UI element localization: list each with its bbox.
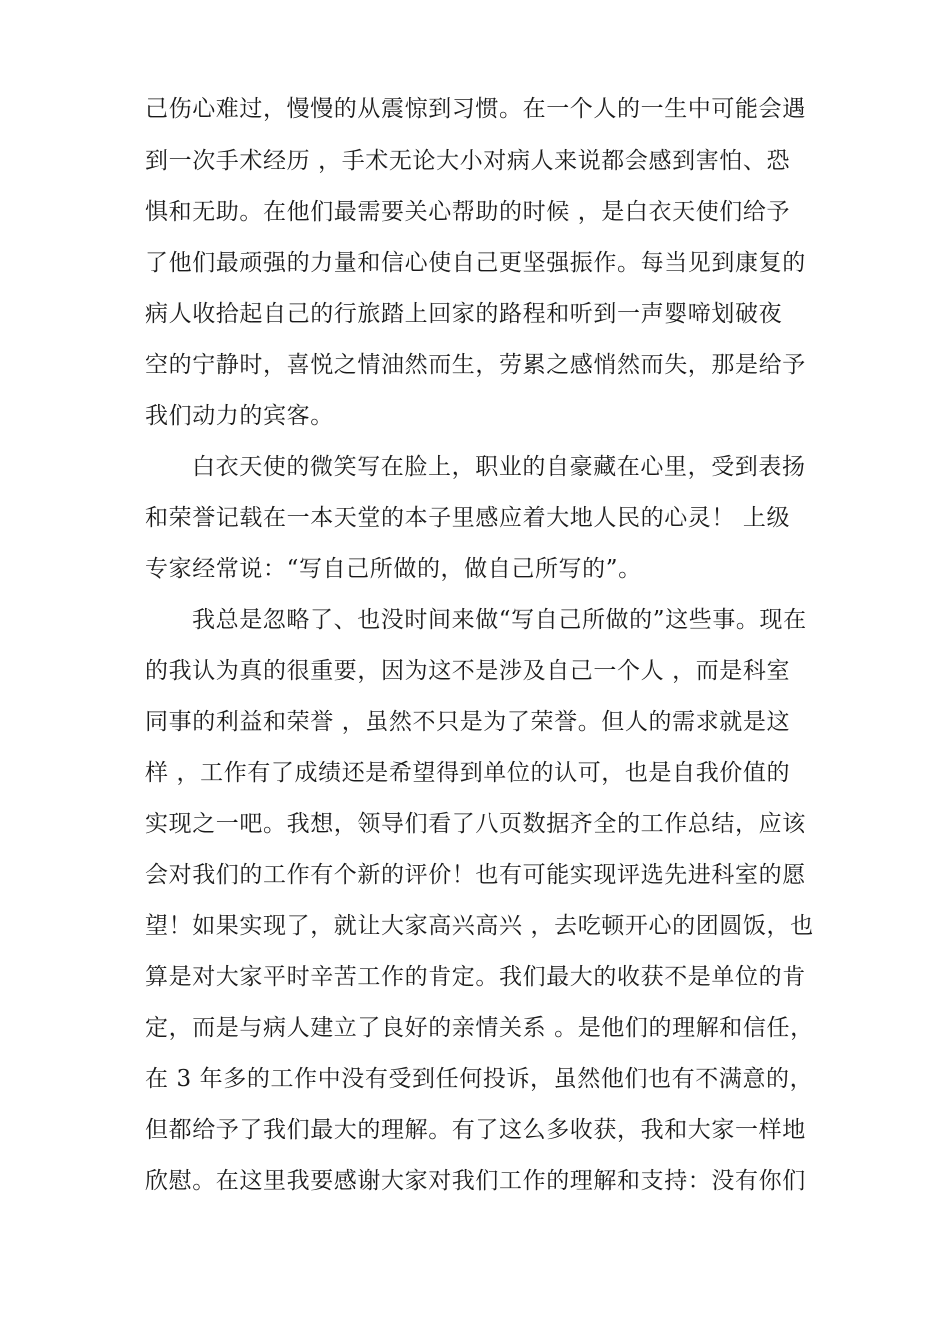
text-line: 专家经常说：“写自己所做的，做自己所写的”。	[145, 556, 642, 582]
text-line: 了他们最顽强的力量和信心使自己更坚强振作。每当见到康复的	[145, 250, 806, 276]
text-line: 样 ，工作有了成绩还是希望得到单位的认可，也是自我价值的	[145, 760, 791, 786]
text-line: 在 3 年多的工作中没有受到任何投诉，虽然他们也有不满意的，	[145, 1066, 814, 1092]
text-line: 己伤心难过，慢慢的从震惊到习惯。在一个人的一生中可能会遇	[145, 96, 806, 122]
text-line: 同事的利益和荣誉 ，虽然不只是为了荣誉。但人的需求就是这	[145, 709, 791, 735]
text-line: 我总是忽略了、也没时间来做“写自己所做的”这些事。现在	[192, 607, 807, 633]
text-line: 望！如果实现了，就让大家高兴高兴 ，去吃顿开心的团圆饭，也	[145, 913, 814, 939]
text-line: 的我认为真的很重要，因为这不是涉及自己一个人 ，而是科室	[145, 658, 791, 684]
text-line: 病人收拾起自己的行旅踏上回家的路程和听到一声婴啼划破夜	[145, 301, 783, 327]
text-line: 和荣誉记载在一本天堂的本子里感应着大地人民的心灵！ 上级	[145, 505, 791, 531]
text-line: 到一次手术经历 ，手术无论大小对病人来说都会感到害怕、恐	[145, 148, 791, 174]
text-line: 白衣天使的微笑写在脸上，职业的自豪藏在心里，受到表扬	[192, 454, 806, 480]
text-line: 但都给予了我们最大的理解。有了这么多收获，我和大家一样地	[145, 1117, 806, 1143]
text-line: 我们动力的宾客。	[145, 403, 334, 429]
text-line: 定，而是与病人建立了良好的亲情关系 。是他们的理解和信任，	[145, 1015, 814, 1041]
text-line: 空的宁静时，喜悦之情油然而生，劳累之感悄然而失，那是给予	[145, 352, 806, 378]
text-line: 欣慰。在这里我要感谢大家对我们工作的理解和支持：没有你们	[145, 1168, 806, 1194]
text-line: 算是对大家平时辛苦工作的肯定。我们最大的收获不是单位的肯	[145, 964, 806, 990]
text-line: 实现之一吧。我想，领导们看了八页数据齐全的工作总结，应该	[145, 811, 806, 837]
text-line: 惧和无助。在他们最需要关心帮助的时候 ，是白衣天使们给予	[145, 199, 791, 225]
text-line: 会对我们的工作有个新的评价！也有可能实现评选先进科室的愿	[145, 862, 806, 888]
